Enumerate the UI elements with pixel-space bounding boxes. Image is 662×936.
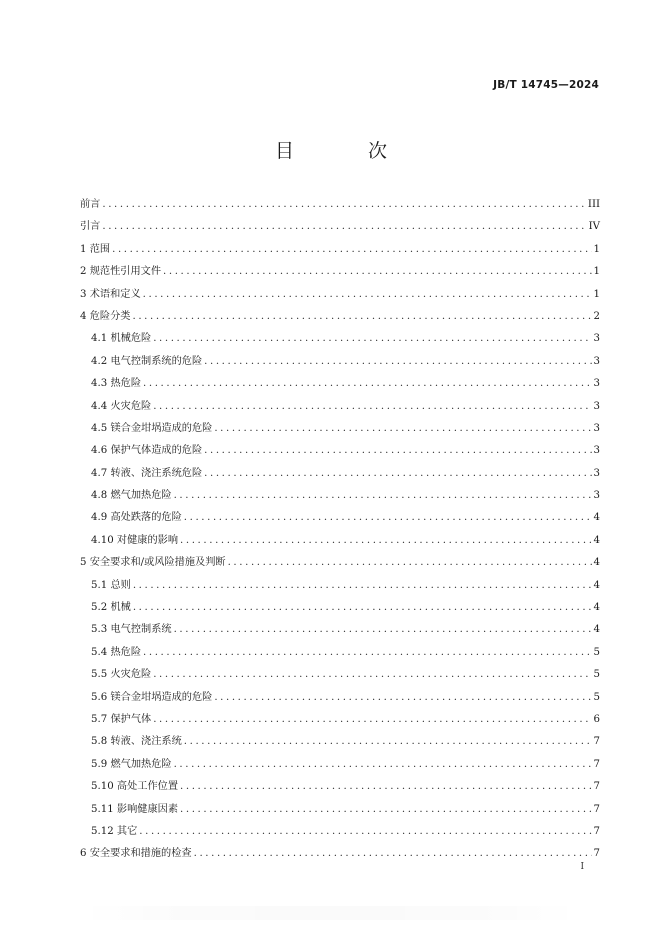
toc-leader-dots: [102, 199, 586, 210]
toc-entry[interactable]: [80, 620, 600, 642]
page-number: I: [580, 862, 584, 872]
toc-entry[interactable]: [80, 531, 600, 553]
toc-leader-dots: [153, 669, 591, 680]
toc-entry-label: 引言: [80, 221, 101, 233]
toc-entry[interactable]: [80, 307, 600, 329]
toc-entry-page: 6: [593, 713, 600, 725]
toc-entry[interactable]: [80, 755, 600, 777]
footer-watermark: [80, 906, 580, 920]
toc-entry[interactable]: [80, 822, 600, 844]
toc-leader-dots: [184, 736, 592, 747]
toc-leader-dots: [228, 557, 592, 568]
toc-entry-label: 前言: [80, 199, 101, 210]
toc-leader-dots: [184, 512, 592, 523]
toc-entry[interactable]: [80, 195, 600, 217]
toc-entry-page: 1: [593, 266, 600, 278]
toc-entry-page: 3: [593, 490, 600, 502]
toc-entry-page: 4: [593, 624, 600, 636]
toc-leader-dots: [143, 289, 592, 300]
toc-entry-label: 5.11 影响健康因素: [91, 803, 179, 815]
toc-leader-dots: [180, 535, 591, 546]
toc-entry-label: 5.6 镁合金坩埚造成的危险: [91, 691, 213, 703]
toc-leader-dots: [194, 848, 592, 859]
toc-entry[interactable]: [80, 688, 600, 710]
toc-leader-dots: [143, 378, 592, 389]
toc-entry-page: 7: [593, 848, 600, 860]
toc-entry[interactable]: [80, 329, 600, 351]
toc-entry[interactable]: [80, 352, 600, 374]
toc-entry[interactable]: [80, 576, 600, 598]
toc-entry[interactable]: [80, 441, 600, 463]
toc-leader-dots: [214, 423, 591, 434]
toc-entry-page: 4: [593, 534, 600, 546]
toc-entry-label: 5 安全要求和/或风险措施及判断: [80, 557, 226, 569]
toc-entry-page: 5: [593, 669, 600, 681]
toc-entry-label: 4.6 保护气体造成的危险: [91, 445, 203, 457]
toc-leader-dots: [180, 804, 591, 815]
toc-entry-page: III: [587, 199, 600, 210]
toc-entry[interactable]: [80, 598, 600, 620]
toc-entry[interactable]: [80, 285, 600, 307]
toc-entry[interactable]: [80, 844, 600, 866]
toc-entry-page: 3: [593, 378, 600, 390]
table-of-contents: [80, 195, 600, 867]
toc-leader-dots: [174, 490, 592, 501]
page-title: 目 次: [274, 140, 422, 162]
toc-entry-label: 5.7 保护气体: [91, 713, 152, 725]
toc-leader-dots: [102, 221, 586, 232]
toc-entry-page: 4: [593, 602, 600, 614]
toc-entry[interactable]: [80, 262, 600, 284]
toc-entry-label: 5.10 高处工作位置: [91, 781, 179, 793]
toc-leader-dots: [180, 781, 591, 792]
toc-entry-label: 4.8 燃气加热危险: [91, 490, 172, 502]
toc-entry-page: 7: [593, 758, 600, 770]
toc-entry-label: 5.2 机械: [91, 602, 131, 614]
toc-leader-dots: [163, 266, 591, 277]
toc-entry[interactable]: [80, 777, 600, 799]
toc-entry-label: 4.9 高处跌落的危险: [91, 512, 182, 524]
toc-entry-label: 4.5 镁合金坩埚造成的危险: [91, 422, 213, 434]
toc-leader-dots: [112, 244, 591, 255]
toc-entry-page: 5: [593, 646, 600, 658]
toc-leader-dots: [139, 826, 591, 837]
toc-entry-label: 4.7 转液、浇注系统危险: [91, 467, 203, 479]
toc-leader-dots: [214, 692, 591, 703]
toc-entry-label: 5.8 转液、浇注系统: [91, 736, 182, 748]
toc-entry-page: 3: [593, 400, 600, 412]
toc-entry[interactable]: [80, 732, 600, 754]
toc-entry-label: 4.2 电气控制系统的危险: [91, 355, 203, 367]
toc-entry-page: 5: [593, 691, 600, 703]
toc-entry[interactable]: [80, 800, 600, 822]
toc-entry-label: 5.5 火灾危险: [91, 669, 152, 681]
toc-entry-label: 3 术语和定义: [80, 288, 141, 300]
toc-entry[interactable]: [80, 419, 600, 441]
toc-entry-label: 5.3 电气控制系统: [91, 624, 172, 636]
toc-entry-page: 3: [593, 445, 600, 457]
toc-leader-dots: [174, 624, 592, 635]
toc-entry[interactable]: [80, 553, 600, 575]
toc-entry-label: 6 安全要求和措施的检查: [80, 848, 192, 860]
toc-leader-dots: [153, 714, 591, 725]
toc-entry[interactable]: [80, 464, 600, 486]
toc-entry-label: 5.1 总则: [91, 579, 131, 591]
toc-entry-page: IV: [588, 221, 600, 233]
toc-leader-dots: [153, 333, 591, 344]
toc-entry-label: 5.9 燃气加热危险: [91, 758, 172, 770]
toc-entry[interactable]: [80, 486, 600, 508]
toc-entry-page: 3: [593, 333, 600, 345]
document-code: JB/T 14745—2024: [493, 79, 599, 91]
toc-entry-label: 5.4 热危险: [91, 646, 142, 658]
toc-leader-dots: [153, 401, 591, 412]
toc-leader-dots: [204, 468, 591, 479]
toc-entry[interactable]: [80, 397, 600, 419]
toc-entry-label: 4.4 火灾危险: [91, 400, 152, 412]
toc-entry-page: 4: [593, 557, 600, 569]
toc-leader-dots: [132, 311, 591, 322]
toc-entry-label: 4.1 机械危险: [91, 333, 152, 345]
toc-entry[interactable]: [80, 217, 600, 239]
toc-entry-page: 3: [593, 467, 600, 479]
toc-entry-label: 5.12 其它: [91, 825, 138, 837]
toc-entry-page: 7: [593, 781, 600, 793]
toc-leader-dots: [204, 445, 591, 456]
toc-entry-label: 1 范围: [80, 243, 111, 255]
toc-entry-page: 3: [593, 422, 600, 434]
toc-entry-page: 7: [593, 803, 600, 815]
toc-entry[interactable]: [80, 508, 600, 530]
toc-leader-dots: [204, 356, 591, 367]
toc-entry-page: 1: [593, 288, 600, 300]
toc-leader-dots: [143, 647, 592, 658]
toc-entry-page: 7: [593, 736, 600, 748]
toc-entry[interactable]: [80, 665, 600, 687]
toc-leader-dots: [174, 759, 592, 770]
toc-leader-dots: [133, 602, 592, 613]
toc-entry-label: 4.10 对健康的影响: [91, 534, 179, 546]
toc-entry-label: 4.3 热危险: [91, 378, 142, 390]
toc-entry-page: 1: [593, 243, 600, 255]
toc-entry[interactable]: [80, 710, 600, 732]
toc-leader-dots: [133, 580, 592, 591]
toc-entry-label: 2 规范性引用文件: [80, 266, 162, 278]
toc-entry-page: 2: [593, 310, 600, 322]
toc-entry-page: 3: [593, 355, 600, 367]
toc-entry[interactable]: [80, 240, 600, 262]
toc-entry[interactable]: [80, 374, 600, 396]
toc-entry-page: 4: [593, 579, 600, 591]
toc-entry[interactable]: [80, 643, 600, 665]
toc-entry-page: 7: [593, 825, 600, 837]
toc-entry-label: 4 危险分类: [80, 310, 131, 322]
toc-entry-page: 4: [593, 512, 600, 524]
